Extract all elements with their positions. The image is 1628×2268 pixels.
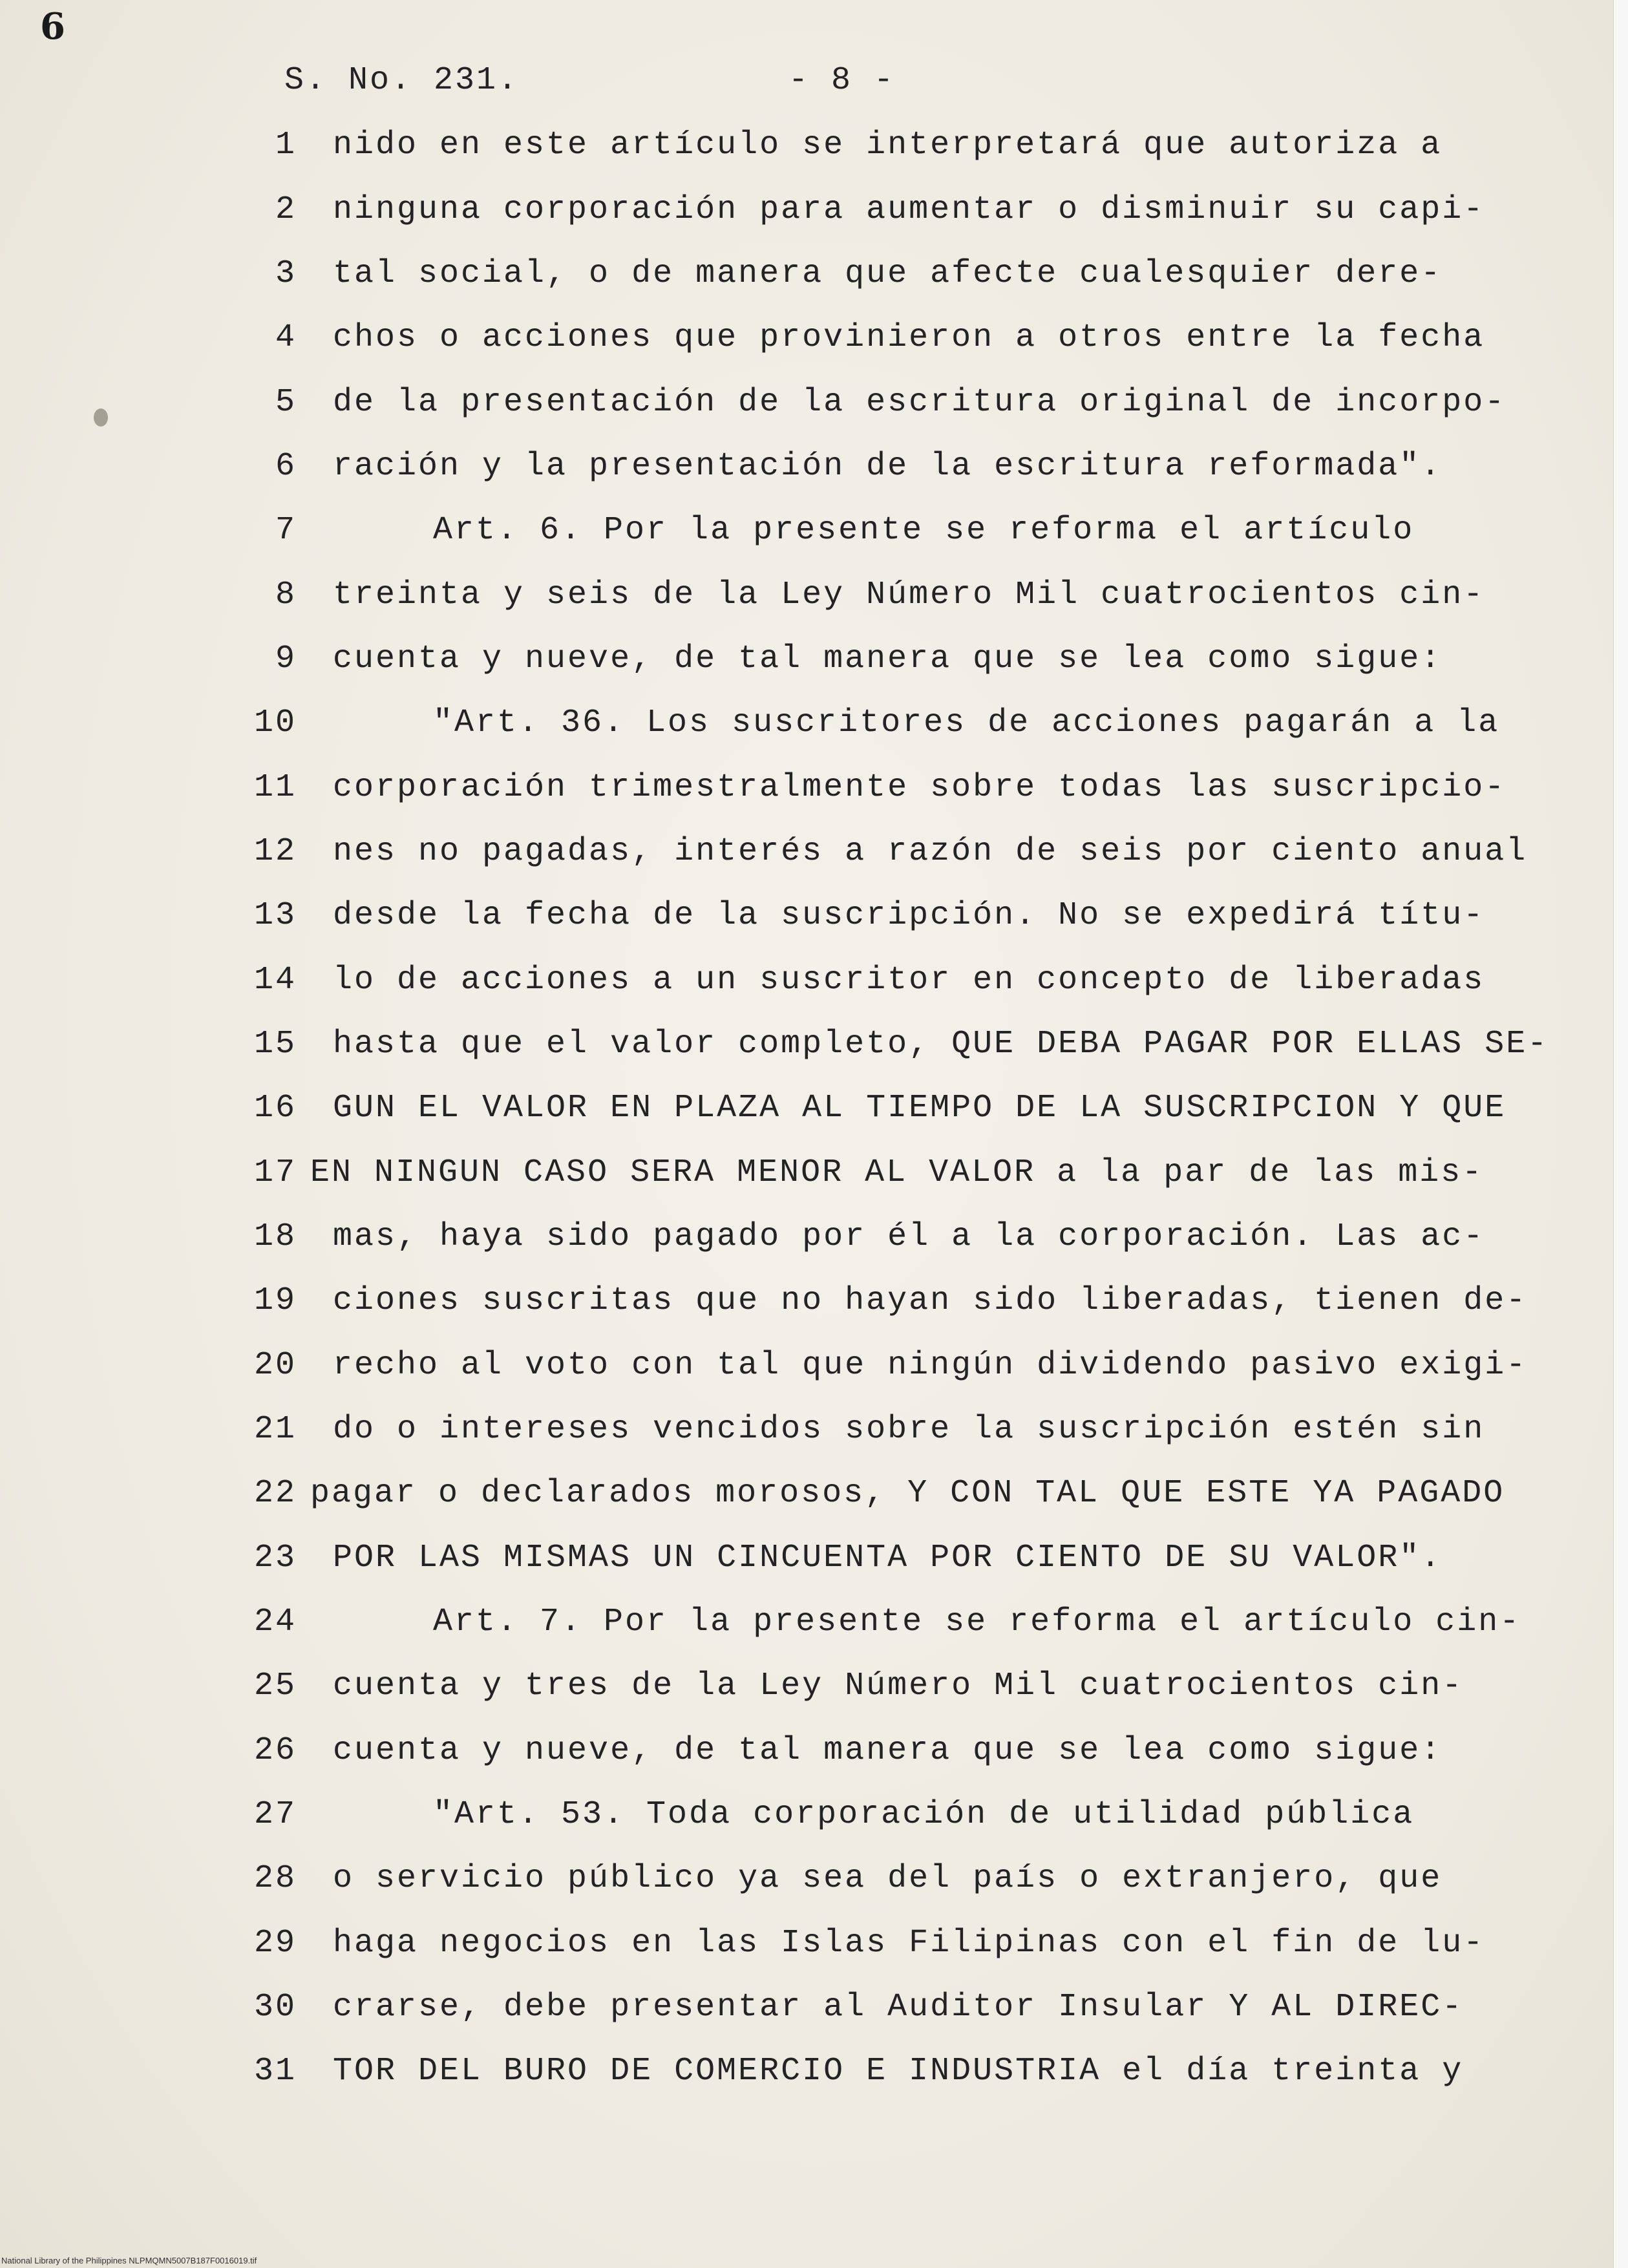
text-line xyxy=(0,1732,1628,1790)
line-text: hasta que el valor completo, QUE DEBA PAGAR POR ELLAS SE- xyxy=(333,1026,1549,1063)
line-text: recho al voto con tal que ningún dividendo pasivo exigi- xyxy=(333,1347,1528,1384)
line-text: tal social, o de manera que afecte cualesquier dere- xyxy=(333,255,1443,292)
text-line xyxy=(0,1090,1628,1148)
line-number: 23 xyxy=(253,1540,297,1576)
text-line xyxy=(0,1218,1628,1277)
text-line xyxy=(0,1282,1628,1341)
text-line xyxy=(0,1860,1628,1918)
line-number: 10 xyxy=(253,705,297,741)
text-line xyxy=(0,1026,1628,1084)
line-number: 29 xyxy=(253,1925,297,1962)
text-line xyxy=(0,1347,1628,1405)
line-text: Art. 7. Por la presente se reforma el artículo cin- xyxy=(433,1604,1521,1640)
line-text: EN NINGUN CASO SERA MENOR AL VALOR a la par de las mis- xyxy=(310,1154,1484,1191)
corner-mark: 6 xyxy=(40,5,65,48)
line-text: GUN EL VALOR EN PLAZA AL TIEMPO DE LA SUSCRIPCION Y QUE xyxy=(333,1090,1506,1127)
text-line xyxy=(0,1989,1628,2047)
text-line xyxy=(0,191,1628,249)
text-line xyxy=(0,769,1628,827)
line-text: ración y la presentación de la escritura reformada". xyxy=(333,448,1443,485)
text-line xyxy=(0,962,1628,1020)
text-line xyxy=(0,1604,1628,1662)
text-line xyxy=(0,833,1628,891)
line-number: 25 xyxy=(253,1668,297,1704)
line-text: de la presentación de la escritura original de incorpo- xyxy=(333,384,1506,421)
line-number: 24 xyxy=(253,1604,297,1640)
line-text: cuenta y tres de la Ley Número Mil cuatrocientos cin- xyxy=(333,1668,1464,1704)
line-number: 7 xyxy=(275,512,297,549)
text-line xyxy=(0,1475,1628,1533)
line-number: 5 xyxy=(275,384,297,421)
line-text: "Art. 36. Los suscritores de acciones pagarán a la xyxy=(433,705,1500,741)
line-text: TOR DEL BURO DE COMERCIO E INDUSTRIA el día treinta y xyxy=(333,2053,1464,2090)
line-number: 12 xyxy=(253,833,297,870)
text-line xyxy=(0,319,1628,377)
line-number: 1 xyxy=(275,127,297,164)
line-number: 19 xyxy=(253,1282,297,1319)
line-number: 14 xyxy=(253,962,297,999)
line-number: 13 xyxy=(253,897,297,934)
line-text: cuenta y nueve, de tal manera que se lea como sigue: xyxy=(333,641,1443,677)
page-number: - 8 - xyxy=(788,62,896,99)
line-number: 15 xyxy=(253,1026,297,1063)
line-text: ciones suscritas que no hayan sido liberadas, tienen de- xyxy=(333,1282,1528,1319)
text-line xyxy=(0,1925,1628,1983)
archive-footer: National Library of the Philippines NLPMQMN5007B187F0016019.tif xyxy=(1,2256,257,2265)
bill-serial-number: S. No. 231. xyxy=(284,62,520,99)
line-number: 28 xyxy=(253,1860,297,1897)
line-text: Art. 6. Por la presente se reforma el artículo xyxy=(433,512,1415,549)
line-number: 16 xyxy=(253,1090,297,1127)
text-line xyxy=(0,641,1628,699)
text-line xyxy=(0,1796,1628,1854)
text-line xyxy=(0,1540,1628,1598)
text-line xyxy=(0,384,1628,442)
line-text: chos o acciones que provinieron a otros entre la fecha xyxy=(333,319,1485,356)
line-number: 30 xyxy=(253,1989,297,2026)
line-number: 11 xyxy=(253,769,297,806)
text-line xyxy=(0,577,1628,635)
text-line xyxy=(0,1411,1628,1469)
text-line xyxy=(0,705,1628,763)
line-text: haga negocios en las Islas Filipinas con el fin de lu- xyxy=(333,1925,1485,1962)
line-number: 21 xyxy=(253,1411,297,1448)
line-text: do o intereses vencidos sobre la suscripción estén sin xyxy=(333,1411,1485,1448)
line-number: 2 xyxy=(275,191,297,228)
line-text: lo de acciones a un suscritor en concepto de liberadas xyxy=(333,962,1485,999)
text-line xyxy=(0,1154,1628,1213)
line-text: corporación trimestralmente sobre todas las suscripcio- xyxy=(333,769,1506,806)
line-number: 20 xyxy=(253,1347,297,1384)
line-text: treinta y seis de la Ley Número Mil cuatrocientos cin- xyxy=(333,577,1485,613)
line-text: "Art. 53. Toda corporación de utilidad pública xyxy=(433,1796,1415,1833)
line-number: 31 xyxy=(253,2053,297,2090)
line-text: POR LAS MISMAS UN CINCUENTA POR CIENTO DE SU VALOR". xyxy=(333,1540,1443,1576)
line-text: crarse, debe presentar al Auditor Insular Y AL DIREC- xyxy=(333,1989,1464,2026)
line-number: 26 xyxy=(253,1732,297,1769)
text-line xyxy=(0,448,1628,506)
text-line xyxy=(0,897,1628,955)
line-text: mas, haya sido pagado por él a la corporación. Las ac- xyxy=(333,1218,1485,1255)
line-number: 3 xyxy=(275,255,297,292)
line-number: 18 xyxy=(253,1218,297,1255)
text-line xyxy=(0,255,1628,313)
line-number: 17 xyxy=(253,1154,297,1191)
line-text: ninguna corporación para aumentar o disminuir su capi- xyxy=(333,191,1485,228)
text-line xyxy=(0,512,1628,570)
line-number: 8 xyxy=(275,577,297,613)
line-number: 27 xyxy=(253,1796,297,1833)
line-text: nes no pagadas, interés a razón de seis por ciento anual xyxy=(333,833,1528,870)
line-text: o servicio público ya sea del país o extranjero, que xyxy=(333,1860,1443,1897)
line-number: 4 xyxy=(275,319,297,356)
line-text: desde la fecha de la suscripción. No se expedirá títu- xyxy=(333,897,1485,934)
line-number: 22 xyxy=(253,1475,297,1512)
line-number: 9 xyxy=(275,641,297,677)
line-text: pagar o declarados morosos, Y CON TAL QUE ESTE YA PAGADO xyxy=(310,1475,1505,1512)
line-text: nido en este artículo se interpretará que autoriza a xyxy=(333,127,1443,164)
line-text: cuenta y nueve, de tal manera que se lea como sigue: xyxy=(333,1732,1443,1769)
text-line xyxy=(0,2053,1628,2111)
page-header xyxy=(284,62,931,114)
text-line xyxy=(0,1668,1628,1726)
text-line xyxy=(0,127,1628,185)
line-number: 6 xyxy=(275,448,297,485)
